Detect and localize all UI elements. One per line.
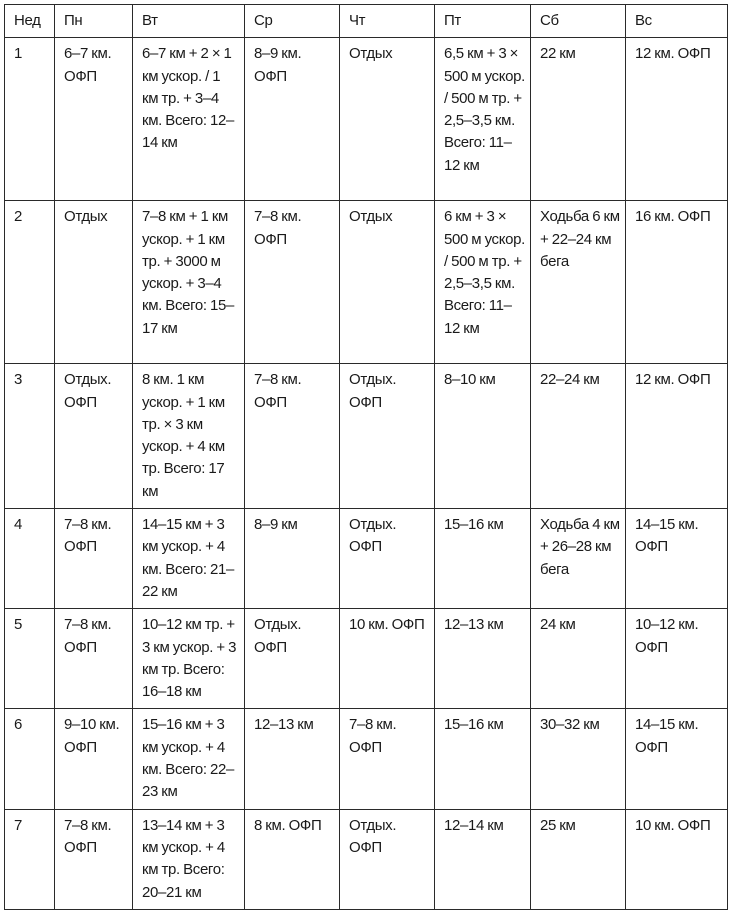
training-plan-table [4,4,728,910]
header-thursday: Чт [340,5,435,38]
cell-thursday: 7–8 км. ОФП [340,709,435,809]
cell-tuesday: 13–14 км + 3 км ускор. + 4 км тр. Всего: 20–21 км [133,809,245,909]
cell-wednesday: Отдых. ОФП [245,609,340,709]
cell-wednesday: 7–8 км. ОФП [245,201,340,364]
cell-tuesday: 7–8 км + 1 км ускор. + 1 км тр. + 3000 м ускор. + 3–4 км. Всего: 15–17 км [133,201,245,364]
cell-tuesday: 6–7 км + 2 × 1 км ускор. / 1 км тр. + 3–4 км. Всего: 12–14 км [133,38,245,201]
header-saturday: Сб [531,5,626,38]
table-row [5,709,728,809]
cell-wednesday: 12–13 км [245,709,340,809]
cell-wednesday: 7–8 км. ОФП [245,364,340,509]
cell-sunday: 14–15 км. ОФП [626,509,728,609]
cell-monday: 7–8 км. ОФП [55,509,133,609]
cell-friday: 6,5 км + 3 × 500 м ускор. / 500 м тр. + 2,5–3,5 км. Всего: 11–12 км [435,38,531,201]
table-row [5,364,728,509]
cell-monday: Отдых [55,201,133,364]
cell-monday: 9–10 км. ОФП [55,709,133,809]
table-row [5,201,728,364]
header-friday: Пт [435,5,531,38]
cell-saturday: Ходьба 6 км + 22–24 км бега [531,201,626,364]
cell-thursday: 10 км. ОФП [340,609,435,709]
cell-friday: 12–13 км [435,609,531,709]
cell-sunday: 10–12 км. ОФП [626,609,728,709]
cell-tuesday: 14–15 км + 3 км ускор. + 4 км. Всего: 21–22 км [133,509,245,609]
cell-wednesday: 8 км. ОФП [245,809,340,909]
cell-tuesday: 8 км. 1 км ускор. + 1 км тр. × 3 км ускор. + 4 км тр. Всего: 17 км [133,364,245,509]
week-number: 6 [5,709,55,809]
cell-sunday: 14–15 км. ОФП [626,709,728,809]
cell-thursday: Отдых [340,38,435,201]
cell-saturday: Ходьба 4 км + 26–28 км бега [531,509,626,609]
cell-friday: 15–16 км [435,709,531,809]
cell-friday: 15–16 км [435,509,531,609]
cell-thursday: Отдых [340,201,435,364]
header-monday: Пн [55,5,133,38]
cell-monday: Отдых. ОФП [55,364,133,509]
cell-sunday: 12 км. ОФП [626,364,728,509]
table-body [5,38,728,910]
cell-monday: 7–8 км. ОФП [55,609,133,709]
cell-monday: 6–7 км. ОФП [55,38,133,201]
cell-friday: 8–10 км [435,364,531,509]
cell-sunday: 16 км. ОФП [626,201,728,364]
header-sunday: Вс [626,5,728,38]
cell-monday: 7–8 км. ОФП [55,809,133,909]
cell-saturday: 22–24 км [531,364,626,509]
cell-saturday: 22 км [531,38,626,201]
header-week: Нед [5,5,55,38]
week-number: 4 [5,509,55,609]
cell-tuesday: 15–16 км + 3 км ускор. + 4 км. Всего: 22–23 км [133,709,245,809]
cell-friday: 12–14 км [435,809,531,909]
cell-tuesday: 10–12 км тр. + 3 км ускор. + 3 км тр. Всего: 16–18 км [133,609,245,709]
cell-sunday: 12 км. ОФП [626,38,728,201]
table-row [5,38,728,201]
week-number: 3 [5,364,55,509]
cell-saturday: 24 км [531,609,626,709]
week-number: 7 [5,809,55,909]
cell-thursday: Отдых. ОФП [340,364,435,509]
header-wednesday: Ср [245,5,340,38]
cell-wednesday: 8–9 км. ОФП [245,38,340,201]
table-header [5,5,728,38]
week-number: 2 [5,201,55,364]
table-row [5,809,728,909]
week-number: 5 [5,609,55,709]
cell-thursday: Отдых. ОФП [340,809,435,909]
header-tuesday: Вт [133,5,245,38]
cell-friday: 6 км + 3 × 500 м ускор. / 500 м тр. + 2,5–3,5 км. Всего: 11–12 км [435,201,531,364]
table-row [5,509,728,609]
cell-saturday: 25 км [531,809,626,909]
header-row [5,5,728,38]
week-number: 1 [5,38,55,201]
cell-sunday: 10 км. ОФП [626,809,728,909]
table-row [5,609,728,709]
cell-thursday: Отдых. ОФП [340,509,435,609]
cell-saturday: 30–32 км [531,709,626,809]
cell-wednesday: 8–9 км [245,509,340,609]
